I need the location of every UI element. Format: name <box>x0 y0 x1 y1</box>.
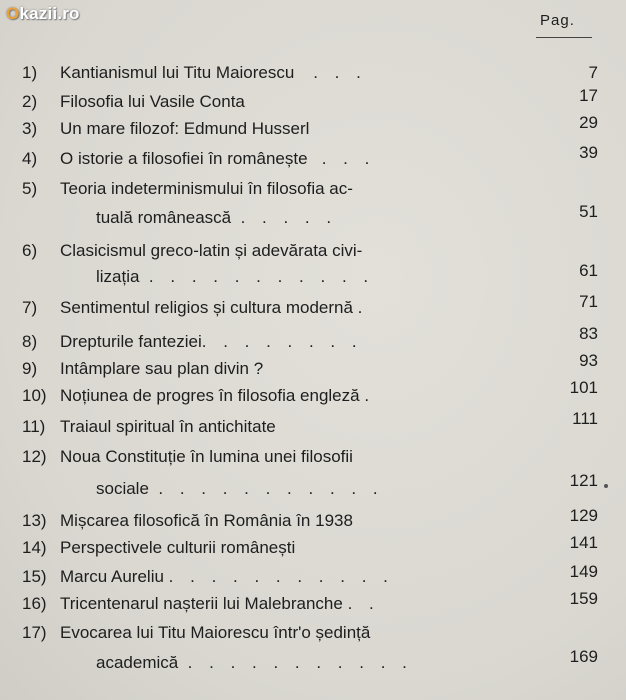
entry-page: 149 <box>569 562 598 581</box>
ink-speck <box>604 484 608 488</box>
entry-page: 159 <box>569 589 598 608</box>
entry-title: Filosofia lui Vasile Conta <box>60 92 245 111</box>
entry-title: Clasicismul greco-latin și adevărata civi- <box>60 241 363 260</box>
entry-number: 5) <box>22 179 38 198</box>
entry-page: 169 <box>569 647 598 666</box>
page-column-header: Pag. <box>540 12 575 29</box>
entry-page: 29 <box>579 113 598 132</box>
entry-number: 1) <box>22 63 38 82</box>
entry-title-continuation: academică . . . . . . . . . . . <box>96 653 413 672</box>
entry-title: Perspectivele culturii românești <box>60 538 296 557</box>
entry-number: 9) <box>22 359 38 378</box>
entry-title: Noua Constituție în lumina unei filosofii <box>60 447 353 466</box>
entry-title-continuation: sociale . . . . . . . . . . . <box>96 479 384 498</box>
entry-page: 71 <box>579 292 598 311</box>
entry-title: Sentimentul religios și cultura modernă . <box>60 298 369 317</box>
entry-title-continuation: lizația . . . . . . . . . . . <box>96 267 375 286</box>
entry-page: 111 <box>572 409 598 428</box>
entry-title: Kantianismul lui Titu Maiorescu . . . <box>60 63 367 82</box>
entry-number: 3) <box>22 119 38 138</box>
entry-page: 101 <box>569 378 598 397</box>
entry-number: 7) <box>22 298 38 317</box>
entry-title: Tricentenarul nașterii lui Malebranche . . <box>60 594 380 613</box>
entry-number: 12) <box>22 447 47 466</box>
entry-title: Evocarea lui Titu Maiorescu într'o ședință <box>60 623 371 642</box>
entry-page: 61 <box>579 261 598 280</box>
entry-title-continuation: tuală românească . . . . . <box>96 208 338 227</box>
entry-page: 129 <box>569 506 598 525</box>
entry-page: 141 <box>569 533 598 552</box>
entry-number: 10) <box>22 386 47 405</box>
entry-page: 39 <box>579 143 598 162</box>
entry-number: 4) <box>22 149 38 168</box>
entry-number: 2) <box>22 92 38 111</box>
entry-title: Marcu Aureliu . . . . . . . . . . . <box>60 567 394 586</box>
header-rule <box>536 37 592 38</box>
okazii-watermark-logo: Okazii.ro <box>6 4 80 23</box>
entry-title: Drepturile fanteziei. . . . . . . . <box>60 332 363 351</box>
entry-number: 17) <box>22 623 47 642</box>
entry-title: Un mare filozof: Edmund Husserl <box>60 119 310 138</box>
entry-title: Traiaul spiritual în antichitate <box>60 417 276 436</box>
entry-number: 15) <box>22 567 47 586</box>
entry-page: 93 <box>579 351 598 370</box>
entry-title: O istorie a filosofiei în românește . . . <box>60 149 376 168</box>
entry-page: 7 <box>588 63 598 82</box>
entry-page: 17 <box>579 86 598 105</box>
entry-number: 14) <box>22 538 47 557</box>
entry-number: 8) <box>22 332 38 351</box>
entry-page: 121 <box>569 471 598 490</box>
entry-number: 16) <box>22 594 47 613</box>
entry-number: 11) <box>22 417 46 436</box>
entry-title: Mișcarea filosofică în România în 1938 <box>60 511 353 530</box>
entry-number: 13) <box>22 511 47 530</box>
entry-title: Intâmplare sau plan divin ? <box>60 359 264 378</box>
entry-title: Teoria indeterminismului în filosofia ac- <box>60 179 353 198</box>
entry-title: Noțiunea de progres în filosofia engleză . <box>60 386 376 405</box>
entry-page: 83 <box>579 324 598 343</box>
entry-page: 51 <box>579 202 598 221</box>
entry-number: 6) <box>22 241 38 260</box>
